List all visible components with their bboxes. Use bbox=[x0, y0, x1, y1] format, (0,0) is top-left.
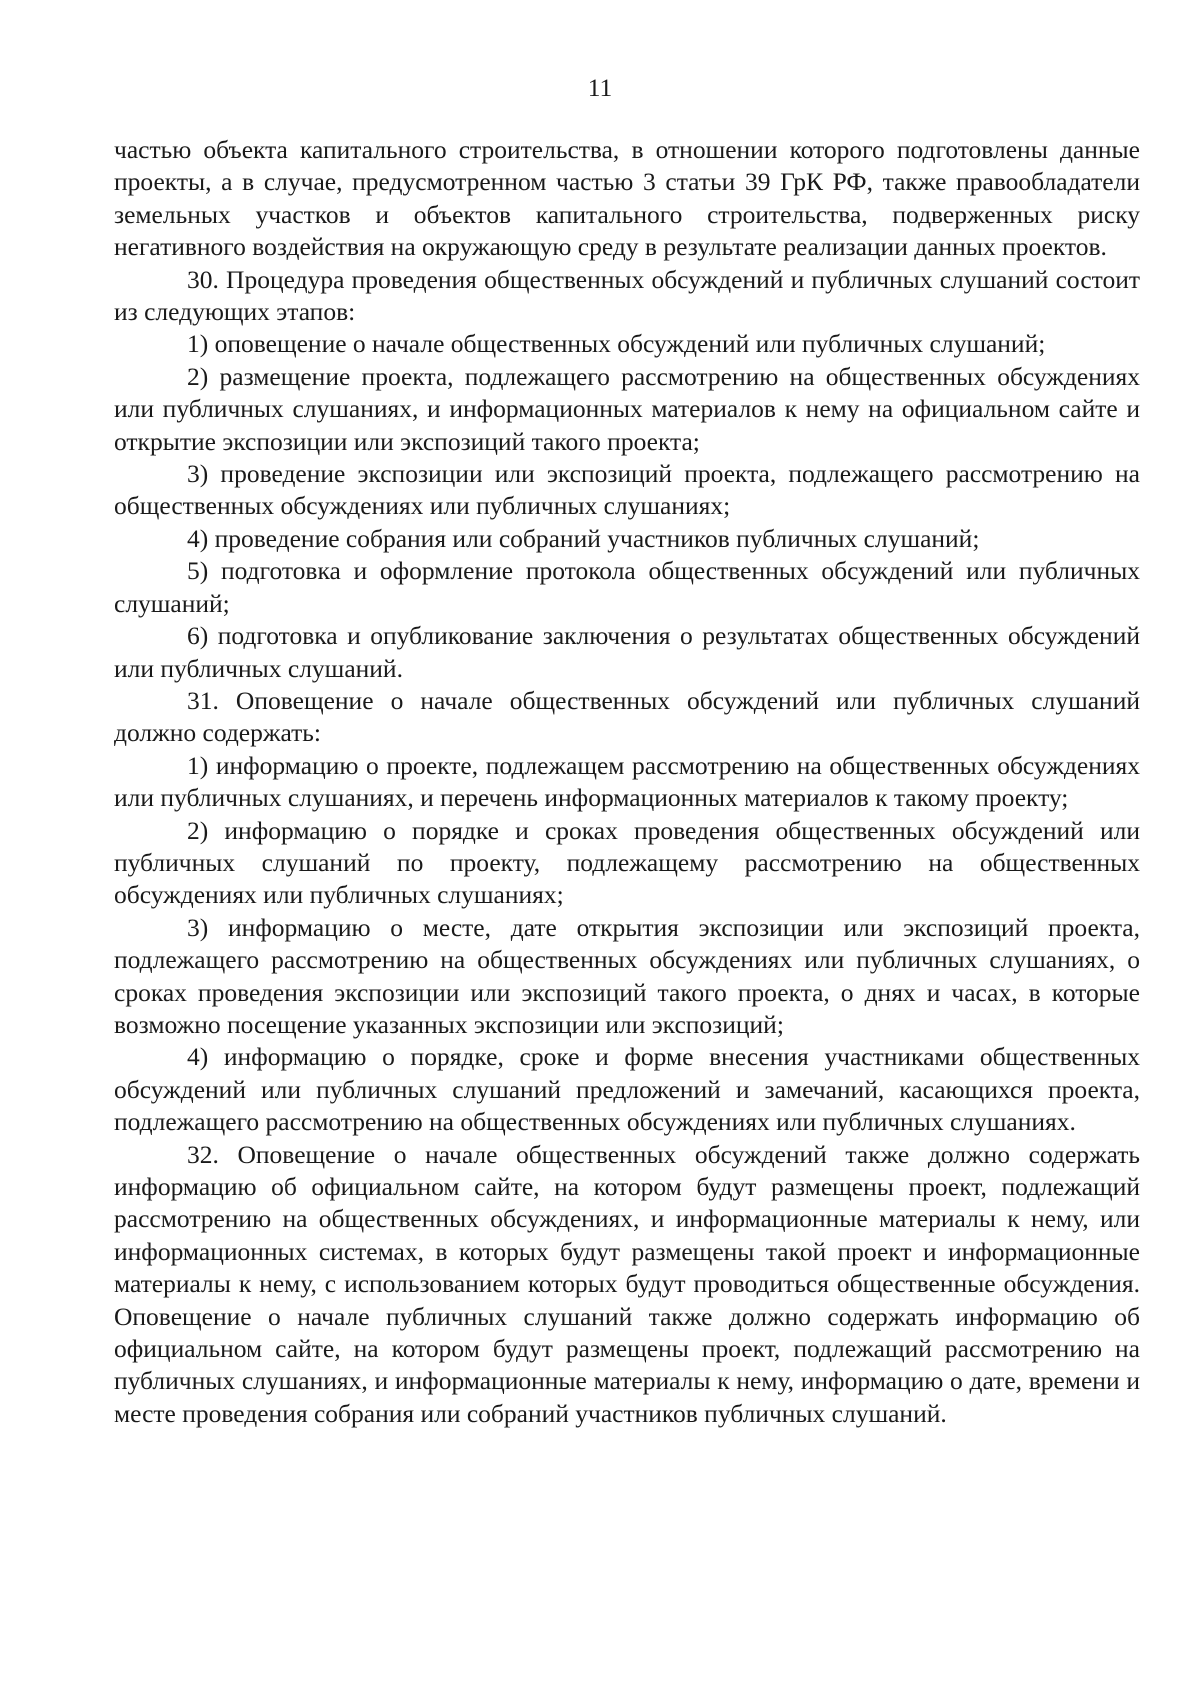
list-item-30-1: 1) оповещение о начале общественных обсуждений или публичных слушаний; bbox=[187, 329, 1046, 359]
paragraph-continuation: частью объекта капитального строительства, в отношении которого подготовлены данные проекты, а в случае, предусмотренном частью 3 статьи 39 ГрК РФ, также правообладатели земельных участков и объектов капитального строительства, подверженных риску негативного воздействия на окружающую среду в результате реализации данных проектов. bbox=[114, 135, 1140, 262]
list-item-30-5: 5) подготовка и оформление протокола общественных обсуждений или публичных слушаний; bbox=[114, 556, 1140, 618]
document-body bbox=[114, 134, 1140, 1430]
list-item-31-4: 4) информацию о порядке, сроке и форме внесения участниками общественных обсуждений или публичных слушаний предложений и замечаний, касающихся проекта, подлежащего рассмотрению на общественных обсуждениях или публичных слушаниях. bbox=[114, 1042, 1140, 1137]
page-number: 11 bbox=[587, 73, 613, 102]
list-item-30-2: 2) размещение проекта, подлежащего рассмотрению на общественных обсуждениях или публичных слушаниях, и информационных материалов к нему на официальном сайте и открытие экспозиции или экспозиций такого проекта; bbox=[114, 361, 1140, 456]
list-item-30-3: 3) проведение экспозиции или экспозиций проекта, подлежащего рассмотрению на общественных обсуждениях или публичных слушаниях; bbox=[114, 459, 1140, 521]
list-item-31-1: 1) информацию о проекте, подлежащем рассмотрению на общественных обсуждениях или публичных слушаниях, и перечень информационных материалов к такому проекту; bbox=[114, 750, 1140, 813]
list-item-31-2: 2) информацию о порядке и сроках проведения общественных обсуждений или публичных слушаний по проекту, подлежащему рассмотрению на общественных обсуждениях или публичных слушаниях; bbox=[114, 815, 1140, 910]
paragraph-item-30: 30. Процедура проведения общественных обсуждений и публичных слушаний состоит из следующих этапов: bbox=[114, 264, 1140, 327]
paragraph-item-32: 32. Оповещение о начале общественных обсуждений также должно содержать информацию об официальном сайте, на котором будут размещены проект, подлежащий рассмотрению на общественных обсуждениях, и информационные материалы к нему, или информационных системах, в которых будут размещены такой проект и информационные материалы к нему, с использованием которых будут проводиться общественные обсуждения. Оповещение о начале публичных слушаний также должно содержать информацию об официальном сайте, на котором будут размещены проект, подлежащий рассмотрению на публичных слушаниях, и информационные материалы к нему, информацию о дате, времени и месте проведения собрания или собраний участников публичных слушаний. bbox=[114, 1139, 1140, 1428]
list-item-30-6: 6) подготовка и опубликование заключения о результатах общественных обсуждений или публичных слушаний. bbox=[114, 621, 1140, 683]
list-item-31-3: 3) информацию о месте, дате открытия экспозиции или экспозиций проекта, подлежащего рассмотрению на общественных обсуждениях или публичных слушаниях, о сроках проведения экспозиции или экспозиций такого проекта, о днях и часах, в которые возможно посещение указанных экспозиции или экспозиций; bbox=[114, 912, 1140, 1039]
paragraph-item-31: 31. Оповещение о начале общественных обсуждений или публичных слушаний должно содержать: bbox=[114, 685, 1140, 748]
list-item-30-4: 4) проведение собрания или собраний участников публичных слушаний; bbox=[187, 523, 980, 553]
